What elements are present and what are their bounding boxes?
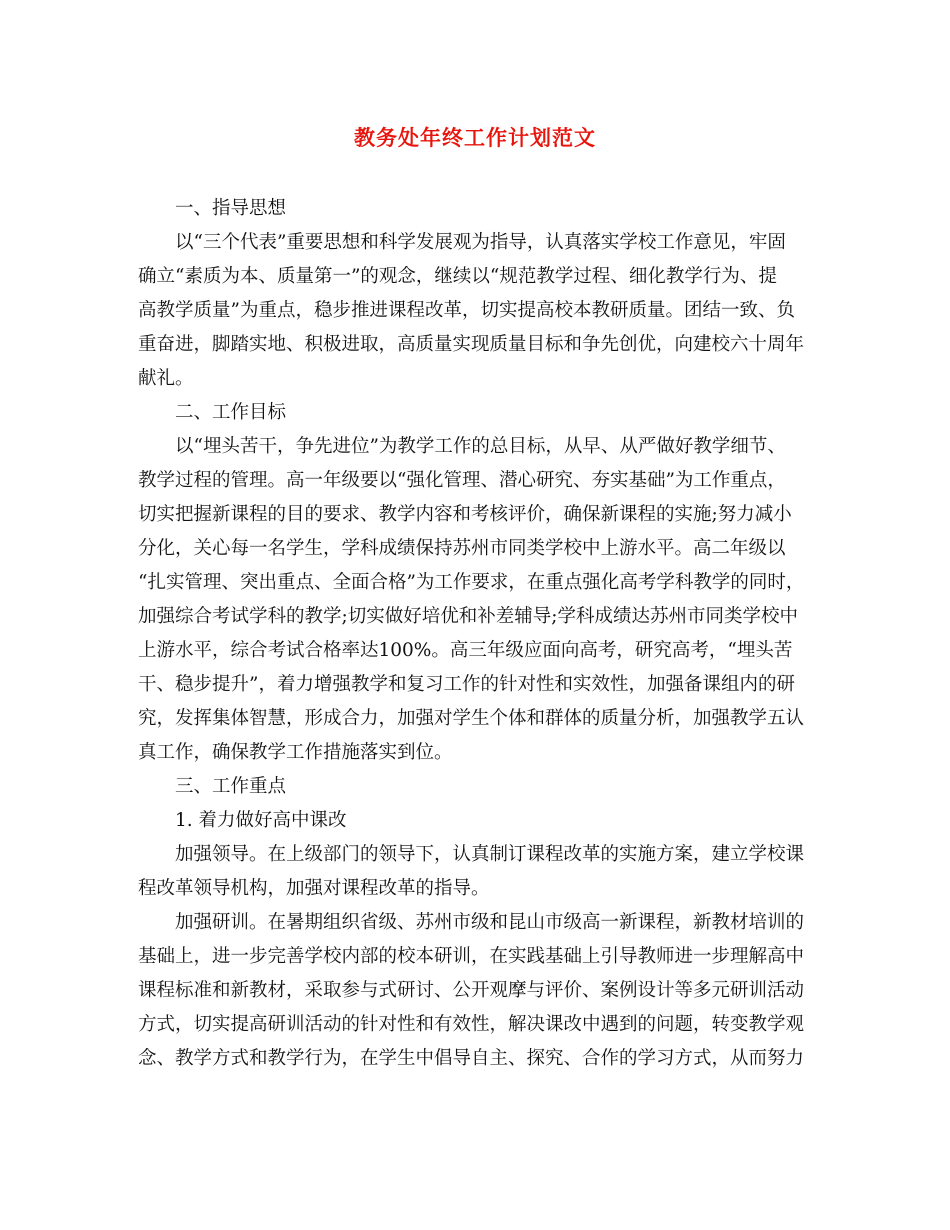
text-line: 切实把握新课程的目的要求、教学内容和考核评价，确保新课程的实施;努力减小: [138, 504, 792, 525]
text-line: 念、教学方式和教学行为，在学生中倡导自主、探究、合作的学习方式，从而努力: [138, 1048, 805, 1069]
text-line: 分化，关心每一名学生，学科成绩保持苏州市同类学校中上游水平。高二年级以: [138, 538, 786, 559]
text-line: 高教学质量”为重点，稳步推进课程改革，切实提高校本教研质量。团结一致、负: [138, 300, 795, 321]
text-line: 加强综合考试学科的教学;切实做好培优和补差辅导;学科成绩达苏州市同类学校中: [138, 606, 798, 627]
text-line: 以“三个代表”重要思想和科学发展观为指导，认真落实学校工作意见，牢固: [175, 232, 786, 253]
text-line: 1. 着力做好高中课改: [175, 810, 347, 831]
text-line: 上游水平，综合考试合格率达100%。高三年级应面向高考，研究高考，“埋头苦: [138, 640, 793, 661]
text-line: 加强领导。在上级部门的领导下，认真制订课程改革的实施方案，建立学校课: [175, 844, 805, 865]
text-line: 基础上，进一步完善学校内部的校本研训，在实践基础上引导教师进一步理解高中: [138, 946, 805, 967]
document-body: [138, 192, 828, 1076]
text-line: 课程标准和新教材，采取参与式研讨、公开观摩与评价、案例设计等多元研训活动: [138, 980, 805, 1001]
text-line: 程改革领导机构，加强对课程改革的指导。: [138, 878, 490, 899]
text-line: 二、工作目标: [175, 402, 287, 423]
text-line: 干、稳步提升”，着力增强教学和复习工作的针对性和实效性，加强备课组内的研: [138, 674, 795, 695]
text-line: 三、工作重点: [175, 776, 287, 797]
text-line: 一、指导思想: [175, 198, 287, 219]
text-line: 真工作，确保教学工作措施落实到位。: [138, 742, 453, 763]
text-line: 教学过程的管理。高一年级要以“强化管理、潜心研究、夯实基础”为工作重点，: [138, 470, 786, 491]
text-line: 确立“素质为本、质量第一”的观念，继续以“规范教学过程、细化教学行为、提: [138, 266, 777, 287]
text-line: “扎实管理、突出重点、全面合格”为工作要求，在重点强化高考学科教学的同时，: [138, 572, 805, 593]
text-line: 加强研训。在暑期组织省级、苏州市级和昆山市级高一新课程，新教材培训的: [175, 912, 805, 933]
document-title: 教务处年终工作计划范文: [354, 125, 596, 150]
text-line: 方式，切实提高研训活动的针对性和有效性，解决课改中遇到的问题，转变教学观: [138, 1014, 805, 1035]
text-line: 重奋进，脚踏实地、积极进取，高质量实现质量目标和争先创优，向建校六十周年: [138, 334, 805, 355]
text-line: 以“埋头苦干，争先进位”为教学工作的总目标，从早、从严做好教学细节、: [175, 436, 786, 457]
text-line: 献礼。: [138, 368, 194, 389]
text-line: 究，发挥集体智慧，形成合力，加强对学生个体和群体的质量分析，加强教学五认: [138, 708, 805, 729]
